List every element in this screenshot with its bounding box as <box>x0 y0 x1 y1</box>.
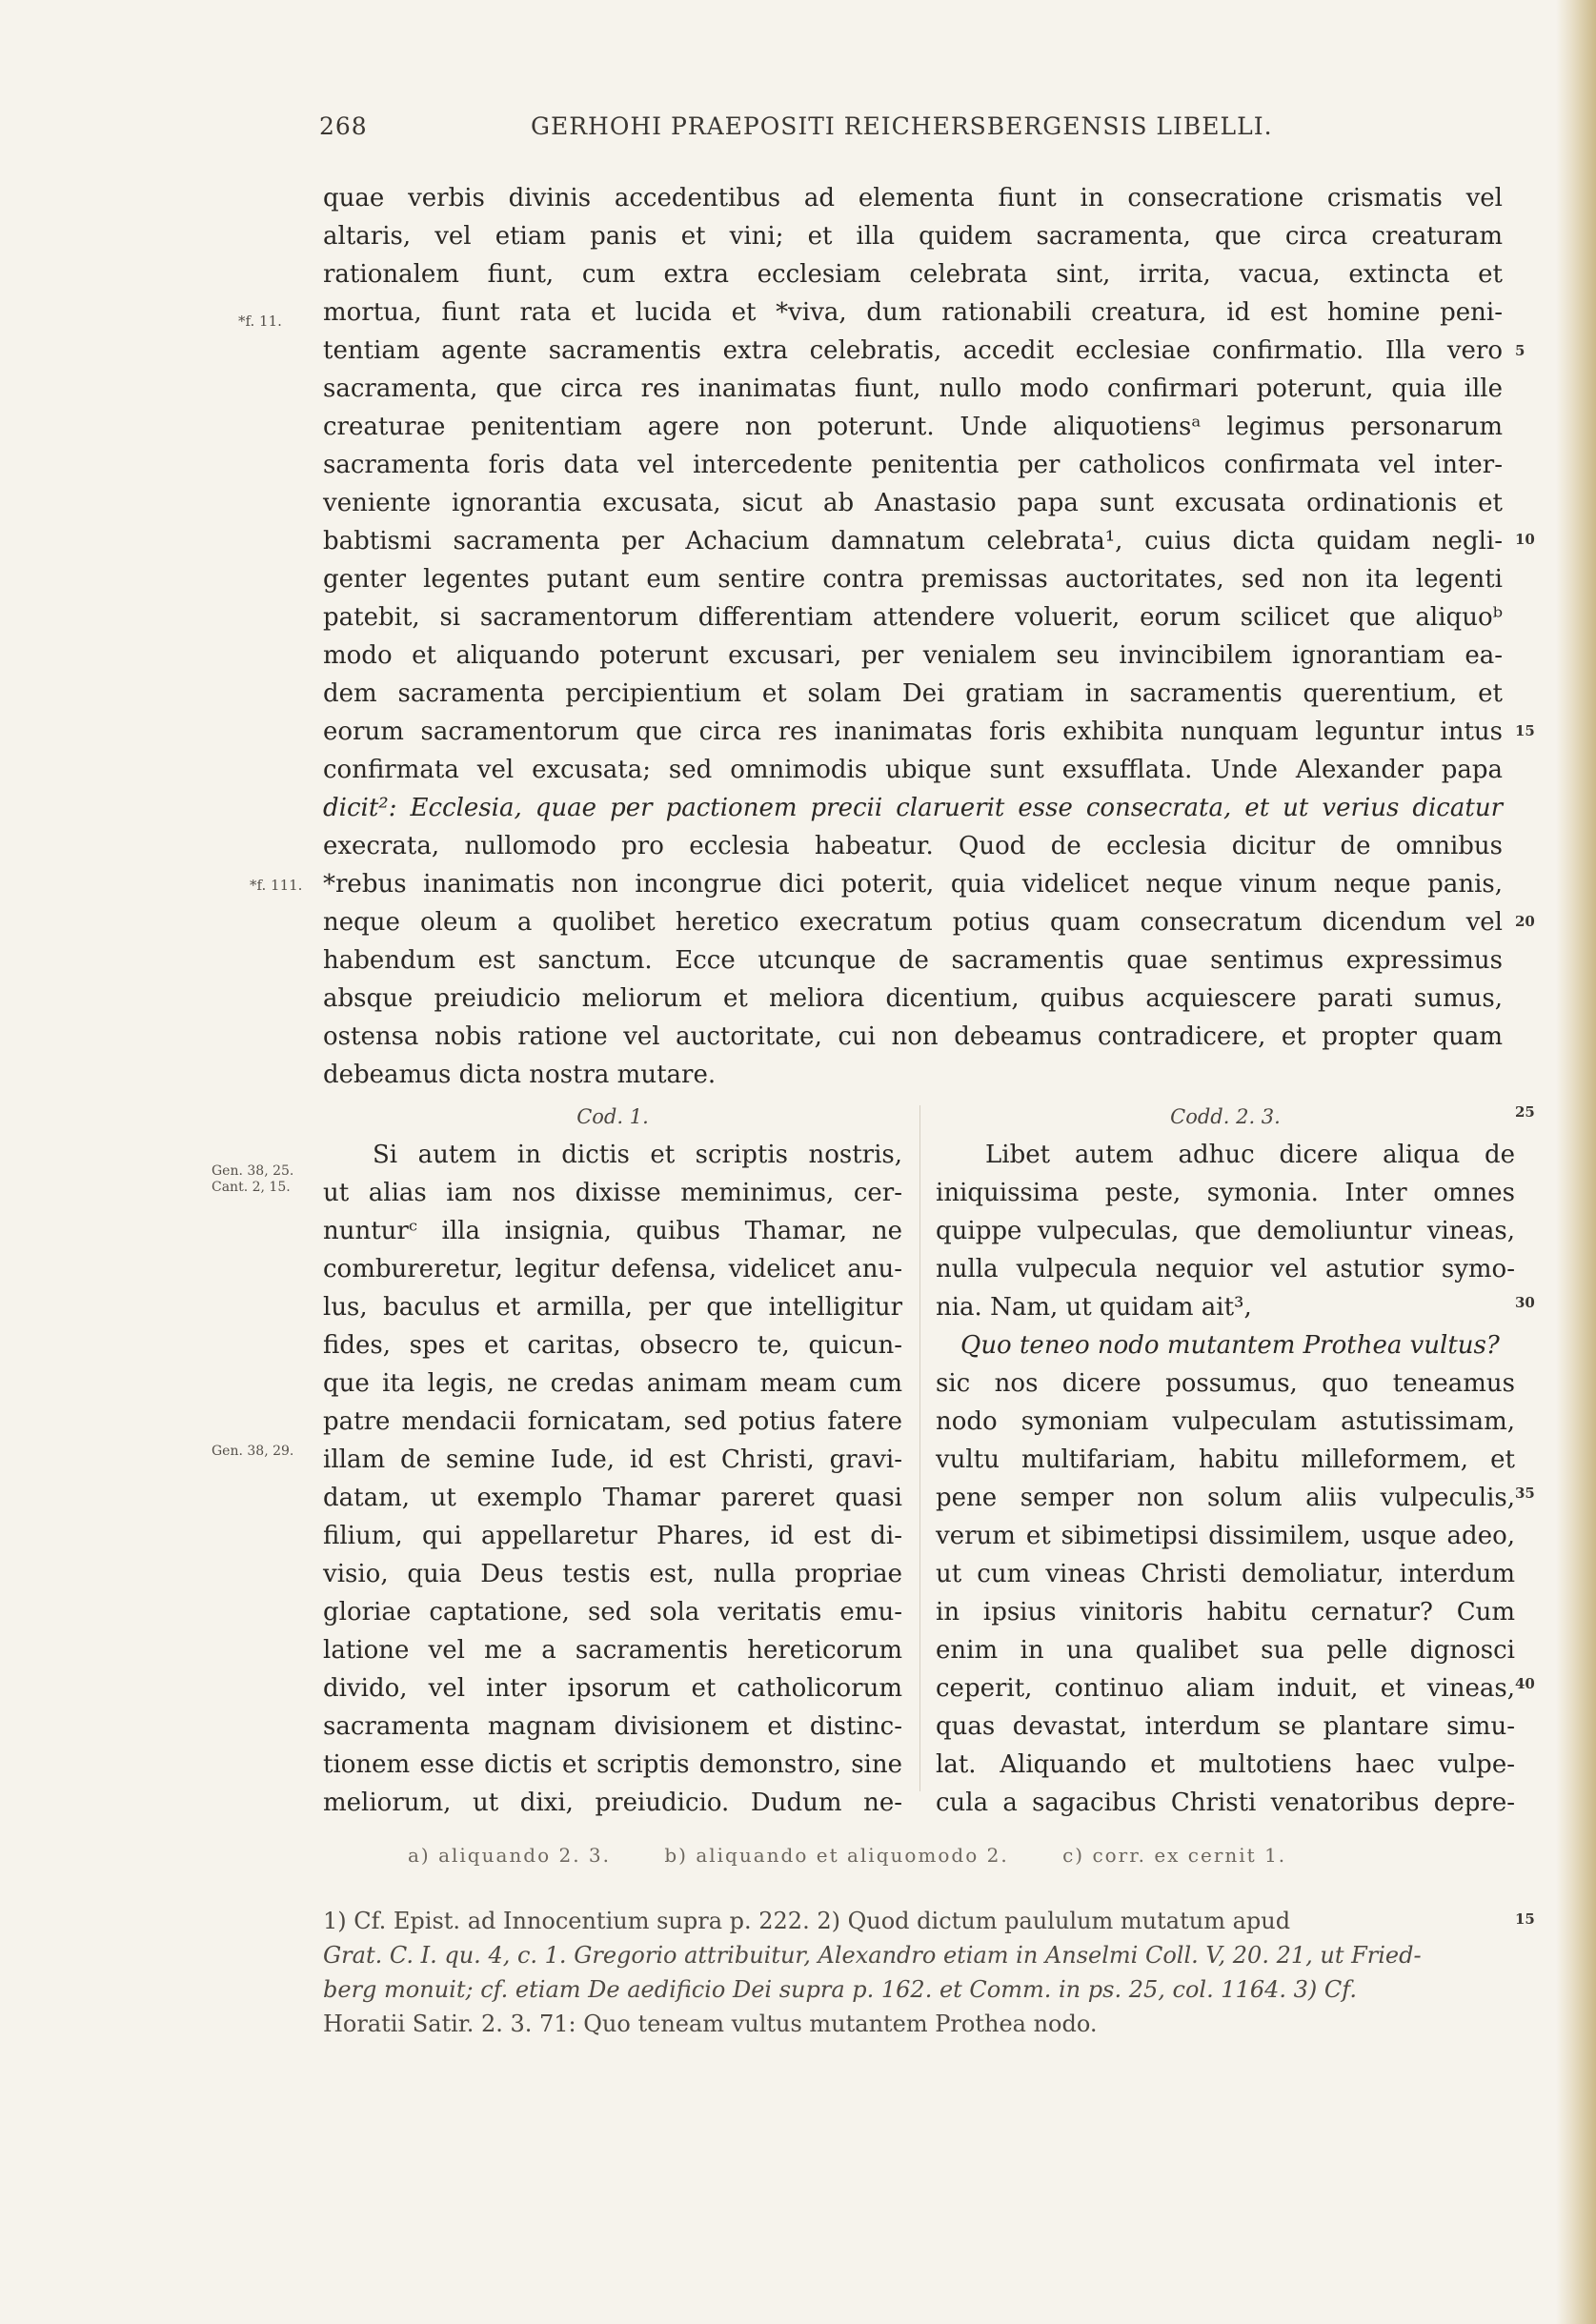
text-line: dicit²: Ecclesia, quae per pactionem precii claruerit esse consecrata, et ut verius dicatur <box>323 794 1503 822</box>
column-heading: Cod. 1. <box>576 1105 649 1128</box>
text-line: nunturᶜ illa insignia, quibus Thamar, ne <box>323 1217 902 1245</box>
text-line: nulla vulpecula nequior vel astutior symo- <box>936 1255 1515 1283</box>
text-line: quae verbis divinis accedentibus ad elementa fiunt in consecratione crismatis vel <box>323 184 1503 212</box>
line-number: 40 <box>1515 1675 1535 1692</box>
column-divider <box>919 1105 920 1791</box>
folio-marker: *f. 11. <box>238 313 282 330</box>
text-line: cula a sagacibus Christi venatoribus depre- <box>936 1788 1515 1817</box>
text-line: iniquissima peste, symonia. Inter omnes <box>936 1179 1515 1207</box>
footnotes <box>323 1904 1503 2041</box>
line-number: 25 <box>1515 1103 1535 1121</box>
text-line: enim in una qualibet sua pelle dignosci <box>936 1636 1515 1665</box>
main-text <box>323 179 1503 1094</box>
text-line: ostensa nobis ratione vel auctoritate, cui non debeamus contradicere, et propter quam <box>323 1022 1503 1051</box>
footnote-line: Horatii Satir. 2. 3. 71: Quo teneam vultus mutantem Prothea nodo. <box>323 2011 1098 2037</box>
text-line: quippe vulpeculas, que demoliuntur vineas, <box>936 1217 1515 1245</box>
text-line: sic nos dicere possumus, quo teneamus <box>936 1369 1515 1398</box>
page-number: 268 <box>319 112 368 140</box>
apparatus-entry: c) corr. ex cernit 1. <box>1062 1844 1287 1867</box>
text-line: ceperit, continuo aliam induit, et vineas, <box>936 1674 1515 1703</box>
text-line: execrata, nullomodo pro ecclesia habeatur. Quod de ecclesia dicitur de omnibus <box>323 832 1503 860</box>
text-line: lat. Aliquando et multotiens haec vulpe- <box>936 1750 1515 1779</box>
text-line: patre mendacii fornicatam, sed potius fatere <box>323 1407 902 1436</box>
text-line: gloriae captatione, sed sola veritatis emu- <box>323 1598 902 1627</box>
text-line: tentiam agente sacramentis extra celebratis, accedit ecclesiae confirmatio. Illa vero <box>323 336 1503 365</box>
scripture-reference: Cant. 2, 15. <box>212 1180 291 1195</box>
text-line: creaturae penitentiam agere non poterunt. Unde aliquotiensᵃ legimus personarum <box>323 413 1503 441</box>
text-line: mortua, fiunt rata et lucida et *viva, dum rationabili creatura, id est homine peni- <box>323 298 1503 327</box>
text-line: meliorum, ut dixi, preiudicio. Dudum ne- <box>323 1788 902 1817</box>
text-line: patebit, si sacramentorum differentiam attendere voluerit, eorum scilicet que aliquoᵇ <box>323 603 1503 632</box>
text-line: veniente ignorantia excusata, sicut ab Anastasio papa sunt excusata ordinationis et <box>323 489 1503 517</box>
line-number: 10 <box>1515 531 1535 548</box>
column-heading: Codd. 2. 3. <box>1170 1105 1281 1128</box>
text-line: illam de semine Iude, id est Christi, gravi- <box>323 1445 902 1474</box>
text-line: rationalem fiunt, cum extra ecclesiam celebrata sint, irrita, vacua, extincta et <box>323 260 1503 289</box>
text-line: altaris, vel etiam panis et vini; et illa quidem sacramenta, que circa creaturam <box>323 222 1503 251</box>
text-line: eorum sacramentorum que circa res inanimatas foris exhibita nunquam leguntur intus <box>323 717 1503 746</box>
text-line: nodo symoniam vulpeculam astutissimam, <box>936 1407 1515 1436</box>
text-line: visio, quia Deus testis est, nulla propriae <box>323 1560 902 1588</box>
text-line: sacramenta magnam divisionem et distinc- <box>323 1712 902 1741</box>
footnote-line: berg monuit; cf. etiam De aedificio Dei supra p. 162. et Comm. in ps. 25, col. 1164. 3) Cf. <box>323 1976 1357 2003</box>
running-header <box>319 112 1282 151</box>
line-number: 5 <box>1515 342 1525 359</box>
text-line: debeamus dicta nostra mutare. <box>323 1061 717 1089</box>
footnote-line: Grat. C. I. qu. 4, c. 1. Gregorio attribuitur, Alexandro etiam in Anselmi Coll. V, 20. 21, ut Fried- <box>323 1942 1422 1969</box>
text-line: genter legentes putant eum sentire contra premissas auctoritates, sed non ita legenti <box>323 565 1503 594</box>
text-line: *rebus inanimatis non incongrue dici poterit, quia videlicet neque vinum neque panis, <box>323 870 1503 899</box>
text-line: sacramenta, que circa res inanimatas fiunt, nullo modo confirmari poterunt, quia ille <box>323 374 1503 403</box>
text-line: sacramenta foris data vel intercedente penitentia per catholicos confirmata vel inter- <box>323 451 1503 479</box>
text-line: confirmata vel excusata; sed omnimodis ubique sunt exsufflata. Unde Alexander papa <box>323 756 1503 784</box>
text-line: nia. Nam, ut quidam ait³, <box>936 1293 1252 1322</box>
apparatus-entry: a) aliquando 2. 3. <box>408 1844 612 1867</box>
line-number: 15 <box>1515 1910 1535 1928</box>
text-line: absque preiudicio meliorum et meliora dicentium, quibus acquiescere parati sumus, <box>323 984 1503 1013</box>
text-line: ut alias iam nos dixisse meminimus, cer- <box>323 1179 902 1207</box>
apparatus-entry: b) aliquando et aliquomodo 2. <box>664 1844 1009 1867</box>
scripture-reference: Gen. 38, 29. <box>212 1444 294 1459</box>
text-line: combureretur, legitur defensa, videlicet anu- <box>323 1255 902 1283</box>
text-line: latione vel me a sacramentis hereticorum <box>323 1636 902 1665</box>
line-number: 20 <box>1515 913 1535 930</box>
text-line: tionem esse dictis et scriptis demonstro, sine <box>323 1750 902 1779</box>
text-line: in ipsius vinitoris habitu cernatur? Cum <box>936 1598 1515 1627</box>
line-number: 35 <box>1515 1485 1535 1502</box>
text-line: fides, spes et caritas, obsecro te, quicun- <box>323 1331 902 1360</box>
left-column <box>323 1098 902 1822</box>
text-line: Si autem in dictis et scriptis nostris, <box>373 1141 902 1169</box>
text-line: filium, qui appellaretur Phares, id est di- <box>323 1522 902 1550</box>
line-number: 30 <box>1515 1294 1535 1311</box>
text-line: ut cum vineas Christi demoliatur, interdum <box>936 1560 1515 1588</box>
text-line: modo et aliquando poterunt excusari, per venialem seu invincibilem ignorantiam ea- <box>323 641 1503 670</box>
text-line: que ita legis, ne credas animam meam cum <box>323 1369 902 1398</box>
text-line: divido, vel inter ipsorum et catholicorum <box>323 1674 902 1703</box>
text-line: datam, ut exemplo Thamar pareret quasi <box>323 1484 902 1512</box>
footnote-line: 1) Cf. Epist. ad Innocentium supra p. 222. 2) Quod dictum paululum mutatum apud <box>323 1908 1291 1934</box>
scripture-reference: Gen. 38, 25. <box>212 1163 294 1179</box>
page-edge <box>1556 0 1596 2324</box>
text-line: Libet autem adhuc dicere aliqua de <box>985 1141 1515 1169</box>
critical-apparatus <box>408 1844 1332 1867</box>
text-line: babtismi sacramenta per Achacium damnatum celebrata¹, cuius dicta quidam negli- <box>323 527 1503 556</box>
running-title: GERHOHI PRAEPOSITI REICHERSBERGENSIS LIBELLI. <box>531 112 1273 140</box>
text-line: dem sacramenta percipientium et solam Dei gratiam in sacramentis querentium, et <box>323 679 1503 708</box>
text-line: verum et sibimetipsi dissimilem, usque adeo, <box>936 1522 1515 1550</box>
text-line: pene semper non solum aliis vulpeculis, <box>936 1484 1515 1512</box>
text-line: lus, baculus et armilla, per que intelligitur <box>323 1293 902 1322</box>
text-line: neque oleum a quolibet heretico execratum potius quam consecratum dicendum vel <box>323 908 1503 937</box>
text-line: habendum est sanctum. Ecce utcunque de sacramentis quae sentimus expressimus <box>323 946 1503 975</box>
line-number: 15 <box>1515 722 1535 739</box>
verse-quotation: Quo teneo nodo mutantem Prothea vultus? <box>960 1331 1500 1360</box>
text-line: quas devastat, interdum se plantare simu- <box>936 1712 1515 1741</box>
right-column <box>936 1098 1515 1822</box>
text-line: vultu multifariam, habitu milleformem, et <box>936 1445 1515 1474</box>
folio-marker: *f. 111. <box>250 877 303 894</box>
